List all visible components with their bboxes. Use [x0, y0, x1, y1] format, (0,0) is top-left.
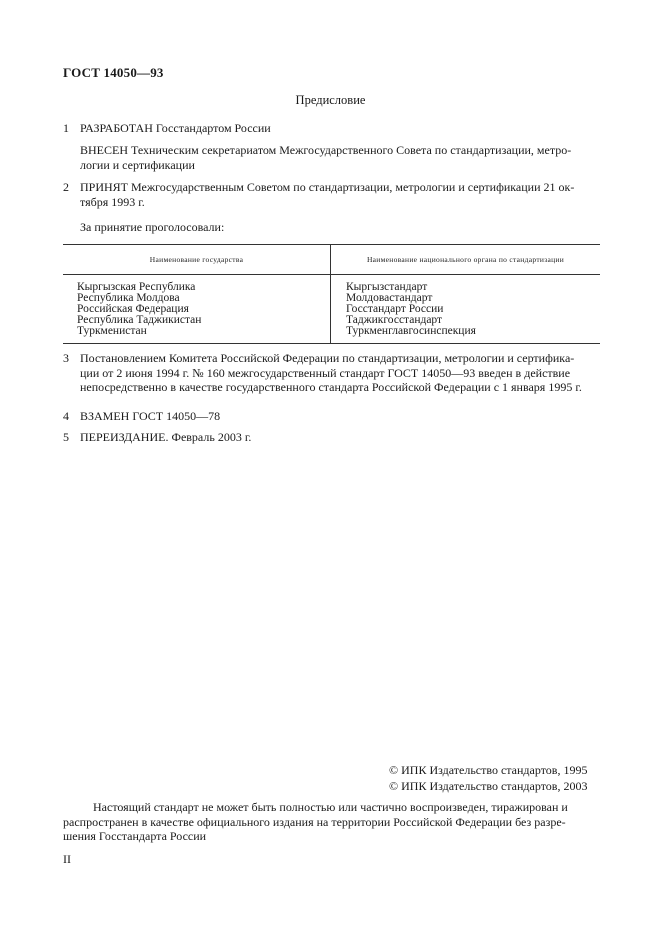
item-2-line-1: ПРИНЯТ Межгосударственным Советом по стандартизации, метрологии и сертификации 21 ок- — [80, 180, 575, 194]
item-4-number: 4 — [63, 409, 69, 423]
national-body-name: Кыргызстандарт — [346, 281, 428, 293]
item-2-line-2: тября 1993 г. — [80, 194, 145, 209]
table-row — [63, 275, 600, 344]
item-3-line-2: ции от 2 июня 1994 г. № 160 межгосударственный стандарт ГОСТ 14050—93 введен в действие — [80, 365, 571, 380]
voting-states-table — [63, 244, 600, 344]
state-name: Кыргызская Республика — [77, 281, 196, 293]
national-body-name: Туркменглавгосинспекция — [346, 325, 476, 337]
item-1-text: РАЗРАБОТАН Госстандартом России — [80, 121, 271, 135]
item-3-line-1: Постановлением Комитета Российской Федерации по стандартизации, метрологии и сертифика- — [80, 351, 575, 365]
item-4 — [63, 409, 220, 424]
state-name: Туркменистан — [77, 325, 147, 337]
item-1-introduced-line-2: логии и сертификации — [80, 157, 195, 172]
item-5 — [63, 430, 251, 445]
item-3 — [63, 351, 605, 395]
copyright-2003: © ИПК Издательство стандартов, 2003 — [389, 779, 588, 793]
item-3-line-3: непосредственно в качестве государственного стандарта Российской Федерации с 1 января 1995 г. — [80, 380, 582, 394]
table-bodies-cell — [331, 275, 601, 344]
document-code: ГОСТ 14050—93 — [63, 65, 164, 80]
state-name: Российская Федерация — [77, 303, 189, 315]
item-1-introduced — [80, 143, 605, 172]
table-header-row — [63, 245, 600, 275]
item-5-number: 5 — [63, 430, 69, 444]
item-3-number: 3 — [63, 351, 69, 365]
national-body-name: Молдовастандарт — [346, 292, 433, 304]
notice-line-1: Настоящий стандарт не может быть полностью или частично воспроизведен, тиражирован и — [93, 800, 568, 814]
state-name: Республика Таджикистан — [77, 314, 202, 326]
notice-line-3: шения Госстандарта России — [63, 829, 207, 843]
item-1-number: 1 — [63, 121, 69, 135]
item-5-text: ПЕРЕИЗДАНИЕ. Февраль 2003 г. — [80, 430, 252, 444]
notice-line-2: распространен в качестве официального издания на территории Российской Федерации без разре- — [63, 814, 566, 829]
page-number: II — [63, 852, 71, 866]
item-2 — [63, 180, 605, 209]
table-header-state: Наименование государства — [63, 245, 331, 275]
item-1-introduced-line-1: ВНЕСЕН Техническим секретариатом Межгосударственного Совета по стандартизации, метро- — [80, 143, 572, 157]
table-states-cell — [63, 275, 331, 344]
copyright-1995: © ИПК Издательство стандартов, 1995 — [389, 763, 588, 777]
reproduction-notice — [63, 800, 603, 844]
votes-label: За принятие проголосовали: — [80, 220, 225, 234]
national-body-name: Таджикгосстандарт — [346, 314, 443, 326]
preface-title — [0, 93, 661, 108]
item-2-number: 2 — [63, 180, 69, 194]
table-header-national-body: Наименование национального органа по стандартизации — [331, 245, 601, 275]
preface-title-text: Предисловие — [295, 93, 366, 107]
national-body-name: Госстандарт России — [346, 303, 444, 315]
item-4-text: ВЗАМЕН ГОСТ 14050—78 — [80, 409, 221, 423]
item-1 — [63, 121, 603, 136]
state-name: Республика Молдова — [77, 292, 180, 304]
